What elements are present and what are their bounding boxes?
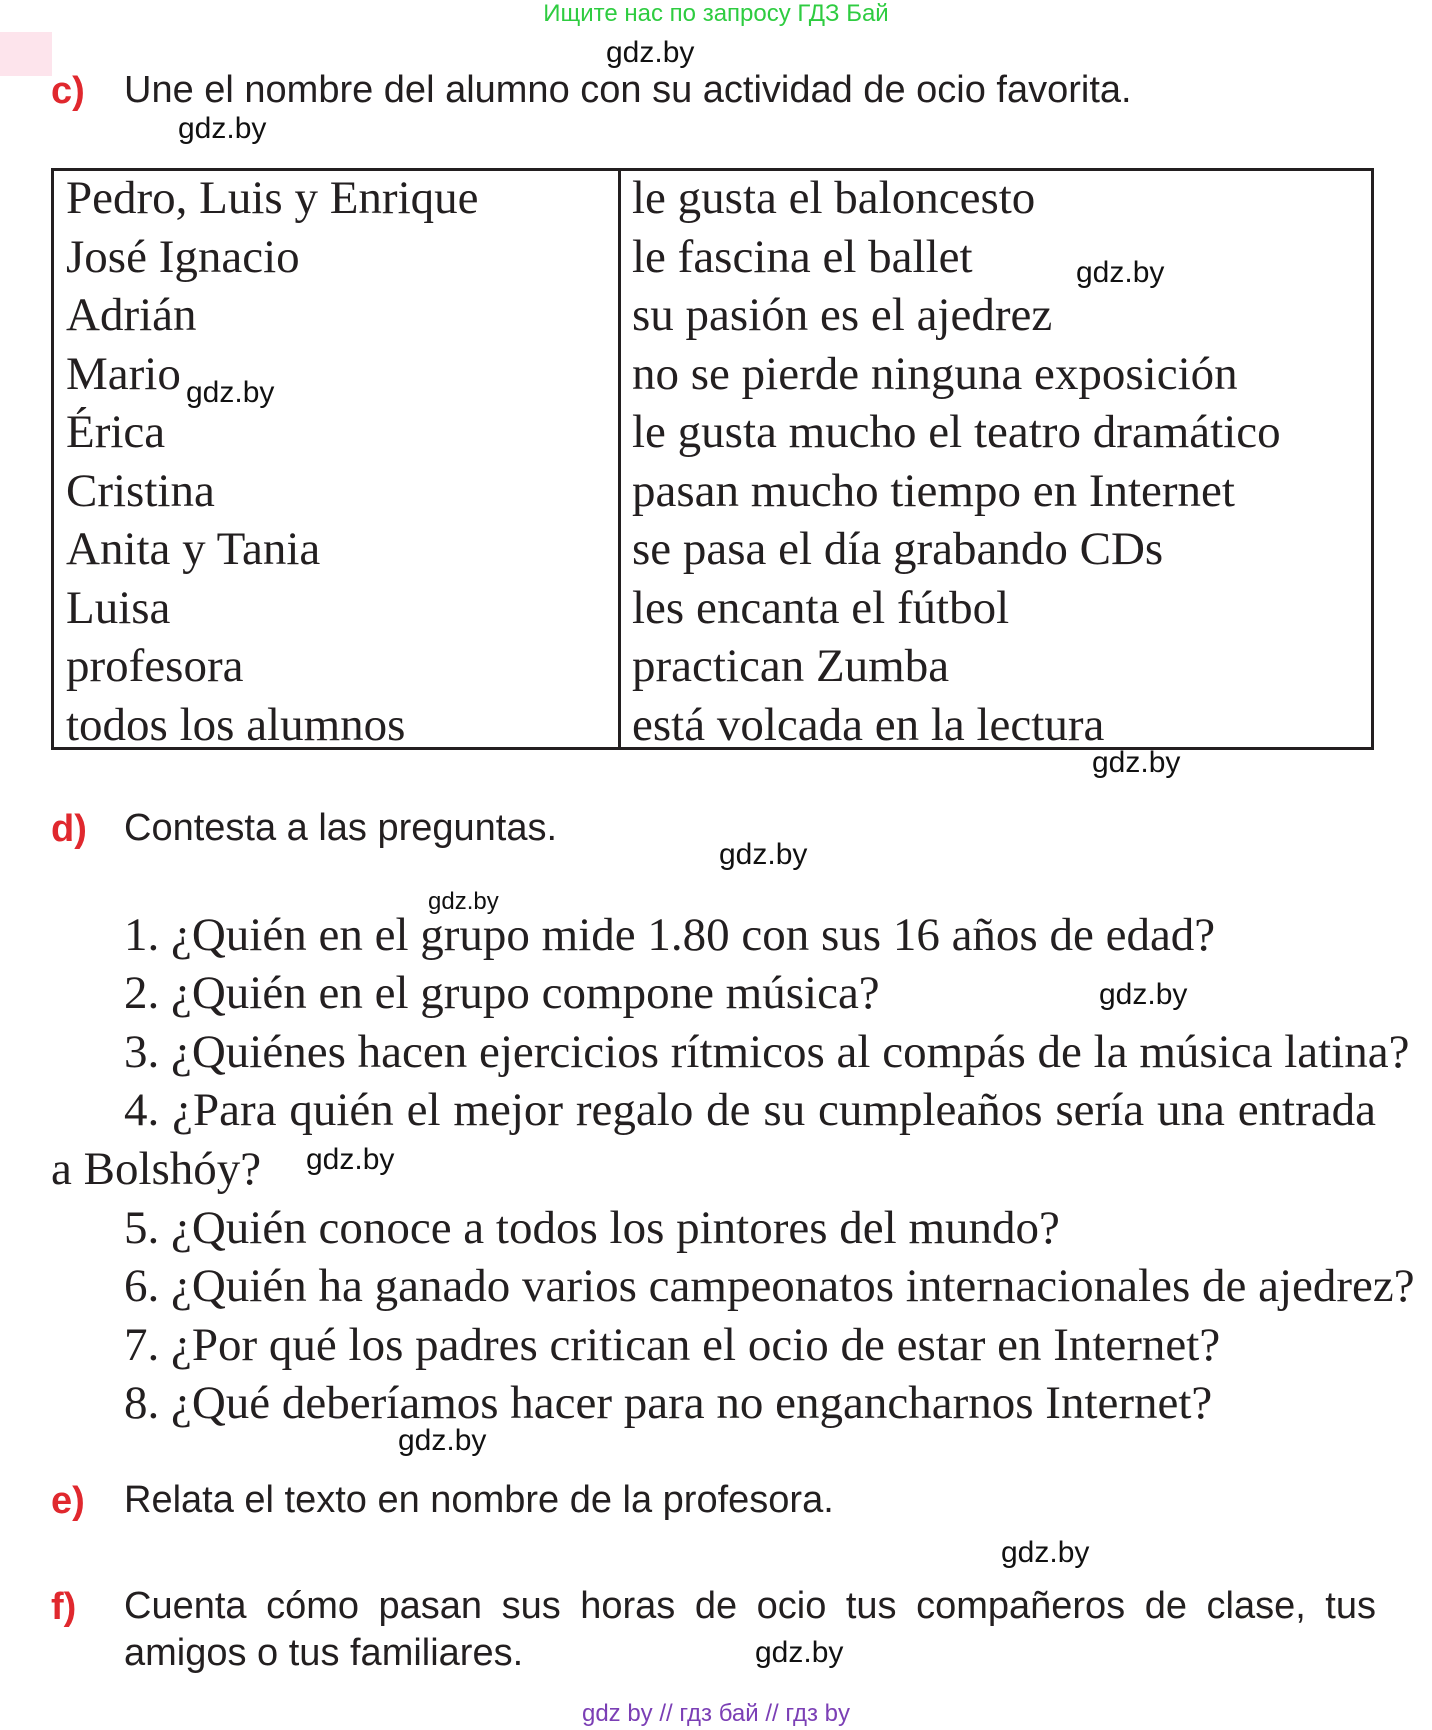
- question: 3. ¿Quiénes hacen ejercicios rítmicos al compás de la música latina?: [124, 1026, 1410, 1078]
- top-banner[interactable]: Ищите нас по запросу ГДЗ Бай: [543, 0, 889, 27]
- student-name: Mario: [66, 347, 181, 400]
- watermark: gdz.by: [306, 1143, 395, 1176]
- section-f-instruction-line1: Cuenta cómo pasan sus horas de ocio tus compañeros de clase, tus: [124, 1585, 1376, 1627]
- section-d-letter: d): [51, 808, 87, 850]
- student-name: todos los alumnos: [66, 698, 406, 751]
- student-name: Anita y Tania: [66, 523, 321, 575]
- footer-links[interactable]: gdz by // гдз бай // гдз by: [581, 1700, 851, 1727]
- section-d-instruction: Contesta a las preguntas.: [124, 807, 558, 849]
- activity: practican Zumba: [632, 640, 950, 692]
- watermark: gdz.by: [1099, 978, 1188, 1011]
- watermark: gdz.by: [186, 376, 275, 409]
- student-name: Adrián: [66, 289, 197, 341]
- question: 4. ¿Para quién el mejor regalo de su cumpleaños sería una entrada: [124, 1084, 1376, 1136]
- table-column-divider: [618, 168, 621, 750]
- question: 1. ¿Quién en el grupo mide 1.80 con sus 16 años de edad?: [124, 909, 1216, 961]
- section-c-letter: c): [51, 70, 85, 112]
- activity: está volcada en la lectura: [632, 698, 1105, 751]
- watermark: gdz.by: [606, 36, 695, 69]
- activities-column: [632, 169, 1281, 754]
- student-name: José Ignacio: [66, 230, 300, 283]
- watermark: gdz.by: [1001, 1536, 1090, 1569]
- question: 5. ¿Quién conoce a todos los pintores del mundo?: [124, 1202, 1060, 1254]
- question-continuation: a Bolshóy?: [51, 1143, 262, 1195]
- activity: su pasión es el ajedrez: [632, 289, 1053, 341]
- section-e-instruction: Relata el texto en nombre de la profesora.: [124, 1479, 834, 1521]
- section-f-instruction-line2: amigos o tus familiares.: [124, 1632, 524, 1674]
- student-name: Pedro, Luis y Enrique: [66, 172, 479, 224]
- section-e-letter: e): [51, 1480, 85, 1522]
- activity: no se pierde ninguna exposición: [632, 347, 1238, 400]
- watermark: gdz.by: [1092, 746, 1181, 779]
- student-name: profesora: [66, 640, 244, 692]
- section-f-letter: f): [51, 1586, 77, 1628]
- activity: le fascina el ballet: [632, 230, 973, 283]
- watermark: gdz.by: [398, 1424, 487, 1457]
- student-name: Érica: [66, 406, 166, 458]
- question: 8. ¿Qué deberíamos hacer para no engancharnos Internet?: [124, 1377, 1213, 1429]
- student-name: Luisa: [66, 581, 171, 634]
- student-name: Cristina: [66, 464, 215, 517]
- watermark: gdz.by: [1076, 256, 1165, 289]
- watermark: gdz.by: [428, 888, 499, 915]
- section-c-instruction: Une el nombre del alumno con su actividad de ocio favorita.: [124, 69, 1132, 111]
- activity: le gusta mucho el teatro dramático: [632, 406, 1281, 458]
- watermark: gdz.by: [178, 112, 267, 145]
- watermark: gdz.by: [755, 1636, 844, 1669]
- question: 6. ¿Quién ha ganado varios campeonatos internacionales de ajedrez?: [124, 1260, 1415, 1312]
- question: 2. ¿Quién en el grupo compone música?: [124, 967, 880, 1019]
- activity: pasan mucho tiempo en Internet: [632, 464, 1235, 517]
- question: 7. ¿Por qué los padres critican el ocio de estar en Internet?: [124, 1319, 1221, 1371]
- watermark: gdz.by: [719, 838, 808, 871]
- activity: les encanta el fútbol: [632, 581, 1010, 634]
- activity: se pasa el día grabando CDs: [632, 523, 1164, 575]
- names-column: [66, 169, 479, 754]
- page-corner-tab: [0, 32, 52, 76]
- activity: le gusta el baloncesto: [632, 172, 1036, 224]
